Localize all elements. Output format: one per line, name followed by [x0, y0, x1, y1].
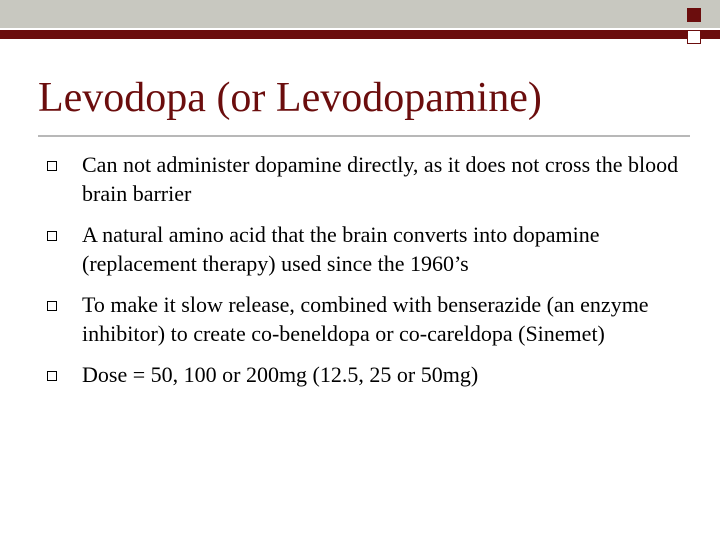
bullet-list [46, 150, 686, 401]
title-divider [38, 135, 690, 137]
hollow-square-bullet-icon [47, 371, 57, 381]
hollow-square-bullet-icon [47, 301, 57, 311]
bullet-text: To make it slow release, combined with benserazide (an enzyme inhibitor) to create co-beneldopa or co-careldopa (Sinemet) [82, 292, 649, 346]
slide-title: Levodopa (or Levodopamine) [38, 75, 542, 121]
header-gray-band [0, 0, 720, 28]
bullet-text: A natural amino acid that the brain converts into dopamine (replacement therapy) used since the 1960’s [82, 222, 600, 276]
hollow-square-bullet-icon [47, 231, 57, 241]
bullet-item [46, 220, 686, 278]
decorative-outline-square-icon [687, 30, 701, 44]
hollow-square-bullet-icon [47, 161, 57, 171]
bullet-text: Dose = 50, 100 or 200mg (12.5, 25 or 50mg) [82, 362, 479, 387]
bullet-item [46, 290, 686, 348]
decorative-filled-square-icon [687, 8, 701, 22]
bullet-item [46, 360, 686, 389]
header-accent-band [0, 30, 720, 39]
bullet-item [46, 150, 686, 208]
bullet-text: Can not administer dopamine directly, as it does not cross the blood brain barrier [82, 152, 679, 206]
